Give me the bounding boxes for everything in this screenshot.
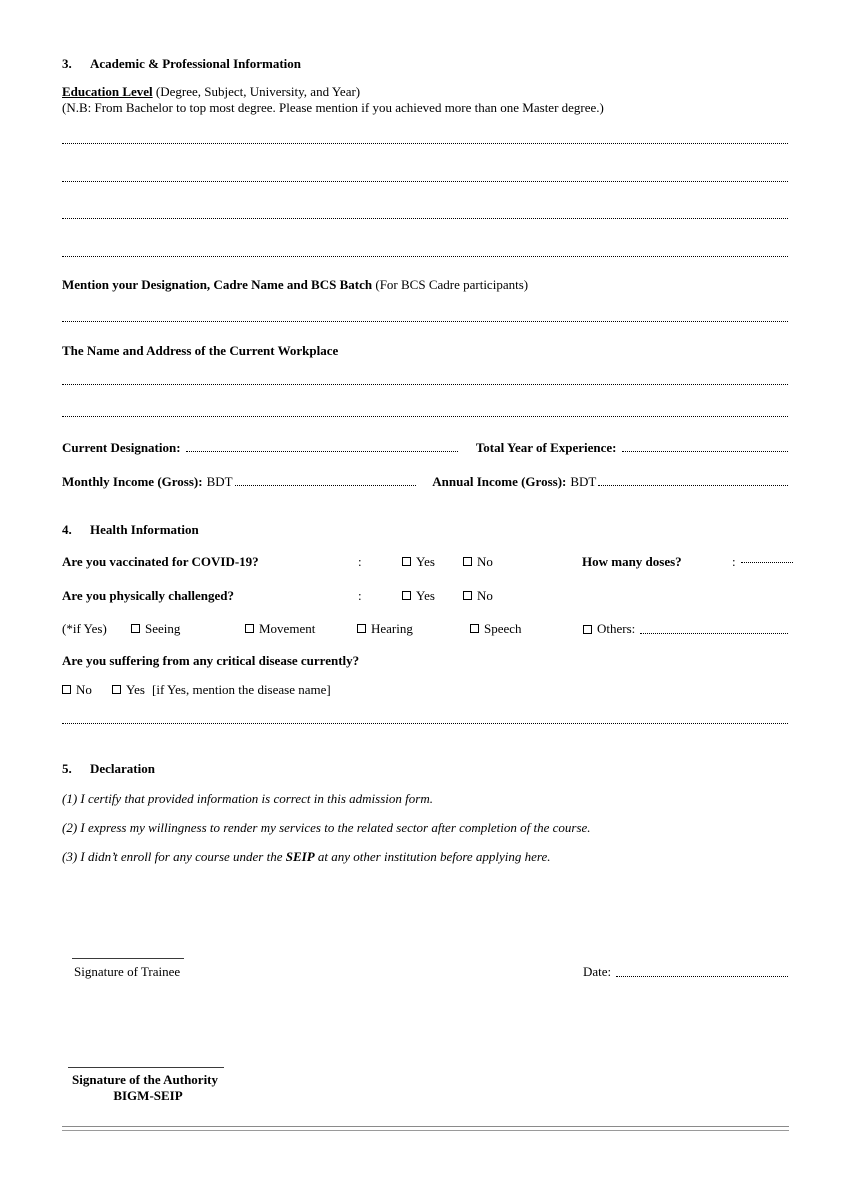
section4-number: 4. [62, 522, 72, 537]
dotted-input-line[interactable] [62, 384, 788, 385]
checkbox-icon[interactable] [131, 624, 140, 633]
date-field [583, 964, 788, 980]
hearing-option[interactable] [357, 621, 413, 637]
vaccinated-row [62, 554, 788, 570]
doses-question: How many doses? [582, 554, 682, 569]
vaccinated-question: Are you vaccinated for COVID-19? [62, 554, 259, 569]
current-designation-label: Current Designation: [62, 440, 181, 455]
dotted-input-line[interactable] [640, 633, 788, 634]
total-experience-label: Total Year of Experience: [475, 440, 617, 455]
checkbox-icon[interactable] [463, 557, 472, 566]
separator-colon: : [358, 554, 362, 569]
declaration-item-3 [62, 849, 551, 865]
speech-option[interactable] [470, 621, 522, 637]
dotted-input-line[interactable] [62, 218, 788, 219]
doses-answer [732, 554, 793, 570]
checkbox-icon[interactable] [470, 624, 479, 633]
section3-title: Academic & Professional Information [90, 56, 301, 71]
footer-double-rule [62, 1126, 789, 1131]
checkbox-icon[interactable] [402, 557, 411, 566]
dotted-input-line[interactable] [62, 416, 788, 417]
monthly-income-label: Monthly Income (Gross): [62, 474, 203, 489]
challenged-no-option[interactable] [463, 588, 493, 604]
dotted-input-line[interactable] [186, 451, 458, 452]
section4-heading [62, 522, 199, 538]
section5-heading [62, 761, 155, 777]
authority-signature-label: Signature of the Authority [72, 1072, 219, 1087]
experience-group [476, 441, 788, 455]
education-level-label: Education Level [62, 84, 153, 99]
no-option-label: No [477, 554, 493, 569]
income-row [62, 475, 788, 489]
disease-answer-row [62, 682, 788, 698]
disease-yes-option[interactable] [112, 682, 145, 698]
disease-no-option[interactable] [62, 682, 92, 698]
disease-question: Are you suffering from any critical disease currently? [62, 653, 360, 668]
annual-income-group [432, 475, 788, 489]
checkbox-icon[interactable] [402, 591, 411, 600]
declaration-item-2: (2) I express my willingness to render my services to the related sector after completion of the course. [62, 820, 591, 835]
monthly-income-group [62, 475, 432, 489]
section4-title: Health Information [90, 522, 199, 537]
declaration-item-3-seip: SEIP [285, 849, 315, 864]
education-level-line [62, 84, 360, 100]
vaccinated-yes-option[interactable] [402, 554, 435, 570]
trainee-signature-label: Signature of Trainee [74, 964, 181, 979]
movement-option[interactable] [245, 621, 315, 637]
authority-org-label: BIGM-SEIP [113, 1088, 183, 1103]
yes-option-label: Yes [416, 588, 435, 603]
declaration-item-3-prefix: (3) I didn’t enroll for any course under the [62, 849, 286, 864]
checkbox-icon[interactable] [357, 624, 366, 633]
no-option-label: No [76, 682, 92, 697]
current-designation-group [62, 441, 476, 455]
declaration-item-3-suffix: at any other institution before applying here. [314, 849, 551, 864]
education-level-note: (Degree, Subject, University, and Year) [152, 84, 361, 99]
checkbox-icon[interactable] [583, 625, 592, 634]
dotted-input-line[interactable] [62, 723, 788, 724]
challenged-question: Are you physically challenged? [62, 588, 235, 603]
designation-experience-row [62, 441, 788, 455]
dotted-input-line[interactable] [62, 181, 788, 182]
date-label: Date: [583, 964, 612, 979]
movement-option-label: Movement [259, 621, 316, 636]
section5-number: 5. [62, 761, 72, 776]
cadre-prompt-line [62, 277, 528, 293]
section5-title: Declaration [90, 761, 155, 776]
authority-signature-line[interactable] [68, 1067, 224, 1068]
dotted-input-line[interactable] [62, 256, 788, 257]
dotted-input-line[interactable] [741, 562, 793, 563]
dotted-input-line[interactable] [235, 485, 417, 486]
checkbox-icon[interactable] [463, 591, 472, 600]
section3-heading [62, 56, 301, 72]
others-option-label: Others: [597, 621, 636, 636]
section3-number: 3. [62, 56, 72, 71]
checkbox-icon[interactable] [62, 685, 71, 694]
yes-option-label: Yes [126, 682, 145, 697]
separator-colon: : [732, 554, 736, 569]
separator-colon: : [358, 588, 362, 603]
hearing-option-label: Hearing [371, 621, 413, 636]
workplace-label: The Name and Address of the Current Workplace [62, 343, 339, 358]
challenged-row [62, 588, 788, 604]
if-yes-label: (*if Yes) [62, 621, 107, 636]
speech-option-label: Speech [484, 621, 522, 636]
dotted-input-line[interactable] [622, 451, 788, 452]
cadre-prompt-note: (For BCS Cadre participants) [372, 277, 529, 292]
challenge-type-row [62, 621, 788, 637]
seeing-option-label: Seeing [145, 621, 181, 636]
challenged-yes-option[interactable] [402, 588, 435, 604]
checkbox-icon[interactable] [112, 685, 121, 694]
no-option-label: No [477, 588, 493, 603]
monthly-income-currency: BDT [206, 474, 233, 489]
others-option[interactable] [583, 621, 788, 637]
vaccinated-no-option[interactable] [463, 554, 493, 570]
dotted-input-line[interactable] [598, 485, 788, 486]
dotted-input-line[interactable] [62, 321, 788, 322]
dotted-input-line[interactable] [62, 143, 788, 144]
annual-income-currency: BDT [570, 474, 597, 489]
cadre-prompt-label: Mention your Designation, Cadre Name and BCS Batch [62, 277, 373, 292]
education-nb-note: (N.B: From Bachelor to top most degree. Please mention if you achieved more than one Master degree.) [62, 100, 604, 115]
disease-hint: [if Yes, mention the disease name] [152, 682, 331, 697]
trainee-signature-line[interactable] [72, 958, 184, 959]
dotted-input-line[interactable] [616, 976, 788, 977]
annual-income-label: Annual Income (Gross): [432, 474, 567, 489]
checkbox-icon[interactable] [245, 624, 254, 633]
declaration-item-1: (1) I certify that provided information is correct in this admission form. [62, 791, 433, 806]
seeing-option[interactable] [131, 621, 180, 637]
yes-option-label: Yes [416, 554, 435, 569]
